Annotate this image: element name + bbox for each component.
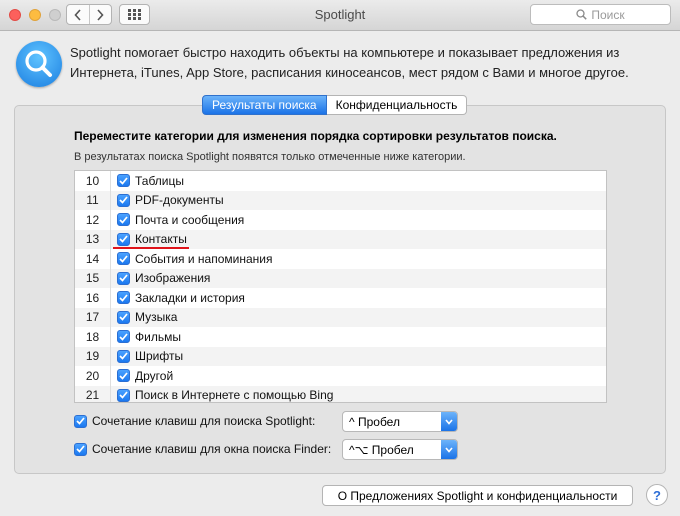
search-field[interactable] — [530, 4, 671, 25]
panel-subheading: В результатах поиска Spotlight появятся только отмеченные ниже категории. — [74, 151, 466, 163]
category-order-number: 12 — [75, 210, 111, 230]
category-checkbox[interactable] — [117, 174, 130, 187]
category-order-number: 10 — [75, 171, 111, 191]
checkmark-icon — [119, 333, 128, 341]
category-label: Другой — [135, 368, 174, 383]
category-row[interactable] — [75, 171, 606, 191]
category-checkbox[interactable] — [117, 233, 130, 246]
category-label: Музыка — [135, 310, 178, 325]
category-checkbox[interactable] — [117, 369, 130, 382]
category-order-number: 18 — [75, 327, 111, 347]
checkmark-icon — [76, 417, 85, 425]
category-order-number: 13 — [75, 230, 111, 250]
about-suggestions-privacy-button[interactable]: О Предложениях Spotlight и конфиденциальности — [322, 485, 633, 506]
category-row[interactable] — [75, 386, 606, 404]
category-row[interactable] — [75, 249, 606, 269]
category-label: Почта и сообщения — [135, 212, 245, 227]
spotlight-shortcut-checkbox[interactable] — [74, 415, 87, 428]
category-order-number: 14 — [75, 249, 111, 269]
checkmark-icon — [76, 445, 85, 453]
category-label: PDF-документы — [135, 193, 224, 208]
category-checkbox[interactable] — [117, 311, 130, 324]
category-row[interactable] — [75, 308, 606, 328]
tab-privacy[interactable]: Конфиденциальность — [327, 95, 468, 115]
category-checkbox[interactable] — [117, 194, 130, 207]
category-checkbox[interactable] — [117, 330, 130, 343]
checkmark-icon — [119, 274, 128, 282]
checkmark-icon — [119, 294, 128, 302]
category-label: Фильмы — [135, 329, 181, 344]
category-order-number: 20 — [75, 366, 111, 386]
category-row[interactable] — [75, 288, 606, 308]
finder-shortcut-row — [74, 442, 331, 456]
checkmark-icon — [119, 391, 128, 399]
finder-shortcut-value: ^⌥ Пробел — [349, 442, 414, 457]
finder-shortcut-label: Сочетание клавиш для окна поиска Finder: — [92, 442, 332, 456]
category-row[interactable] — [75, 327, 606, 347]
checkmark-icon — [119, 216, 128, 224]
category-label: Таблицы — [135, 173, 185, 188]
title-bar — [0, 0, 680, 31]
category-order-number: 19 — [75, 347, 111, 367]
checkmark-icon — [119, 352, 128, 360]
category-label: События и напоминания — [135, 251, 273, 266]
checkmark-icon — [119, 255, 128, 263]
checkmark-icon — [119, 177, 128, 185]
category-checkbox[interactable] — [117, 213, 130, 226]
category-order-number: 17 — [75, 308, 111, 328]
checkmark-icon — [119, 313, 128, 321]
category-checkbox[interactable] — [117, 272, 130, 285]
category-checkbox[interactable] — [117, 389, 130, 402]
spotlight-shortcut-value: ^ Пробел — [349, 414, 400, 429]
category-label: Контакты — [135, 232, 187, 247]
chevron-down-icon — [441, 440, 457, 459]
window-title: Spotlight — [314, 7, 366, 22]
category-order-number: 11 — [75, 191, 111, 211]
search-icon — [576, 9, 587, 20]
chevron-down-icon — [441, 412, 457, 431]
checkmark-icon — [119, 372, 128, 380]
category-checkbox[interactable] — [117, 350, 130, 363]
category-order-number: 21 — [75, 386, 111, 404]
tab-bar — [202, 95, 467, 115]
category-order-number: 16 — [75, 288, 111, 308]
finder-shortcut-popup[interactable] — [342, 439, 458, 460]
spotlight-shortcut-row — [74, 414, 315, 428]
finder-shortcut-checkbox[interactable] — [74, 443, 87, 456]
category-list[interactable] — [74, 170, 607, 403]
category-checkbox[interactable] — [117, 291, 130, 304]
help-button[interactable]: ? — [646, 484, 668, 506]
category-row[interactable] — [75, 191, 606, 211]
category-label: Шрифты — [135, 349, 184, 364]
panel-heading: Переместите категории для изменения порядка сортировки результатов поиска. — [74, 129, 557, 143]
category-row[interactable] — [75, 347, 606, 367]
category-label: Изображения — [135, 271, 211, 286]
category-row[interactable] — [75, 210, 606, 230]
spotlight-shortcut-popup[interactable] — [342, 411, 458, 432]
category-row[interactable] — [75, 366, 606, 386]
checkmark-icon — [119, 196, 128, 204]
spotlight-description: Spotlight помогает быстро находить объекты на компьютере и показывает предложения из Интернета, iTunes, App Store, расписания киносеансов, мест рядом с Вами и многое другое. — [70, 45, 629, 80]
category-label: Закладки и история — [135, 290, 245, 305]
spotlight-icon — [16, 41, 62, 87]
checkmark-icon — [119, 235, 128, 243]
category-row[interactable] — [75, 230, 606, 250]
spotlight-shortcut-label: Сочетание клавиш для поиска Spotlight: — [92, 414, 316, 428]
search-placeholder: Поиск — [591, 7, 625, 22]
category-checkbox[interactable] — [117, 252, 130, 265]
category-order-number: 15 — [75, 269, 111, 289]
tab-search-results[interactable]: Результаты поиска — [202, 95, 327, 115]
category-row[interactable] — [75, 269, 606, 289]
category-label: Поиск в Интернете с помощью Bing — [135, 388, 334, 403]
